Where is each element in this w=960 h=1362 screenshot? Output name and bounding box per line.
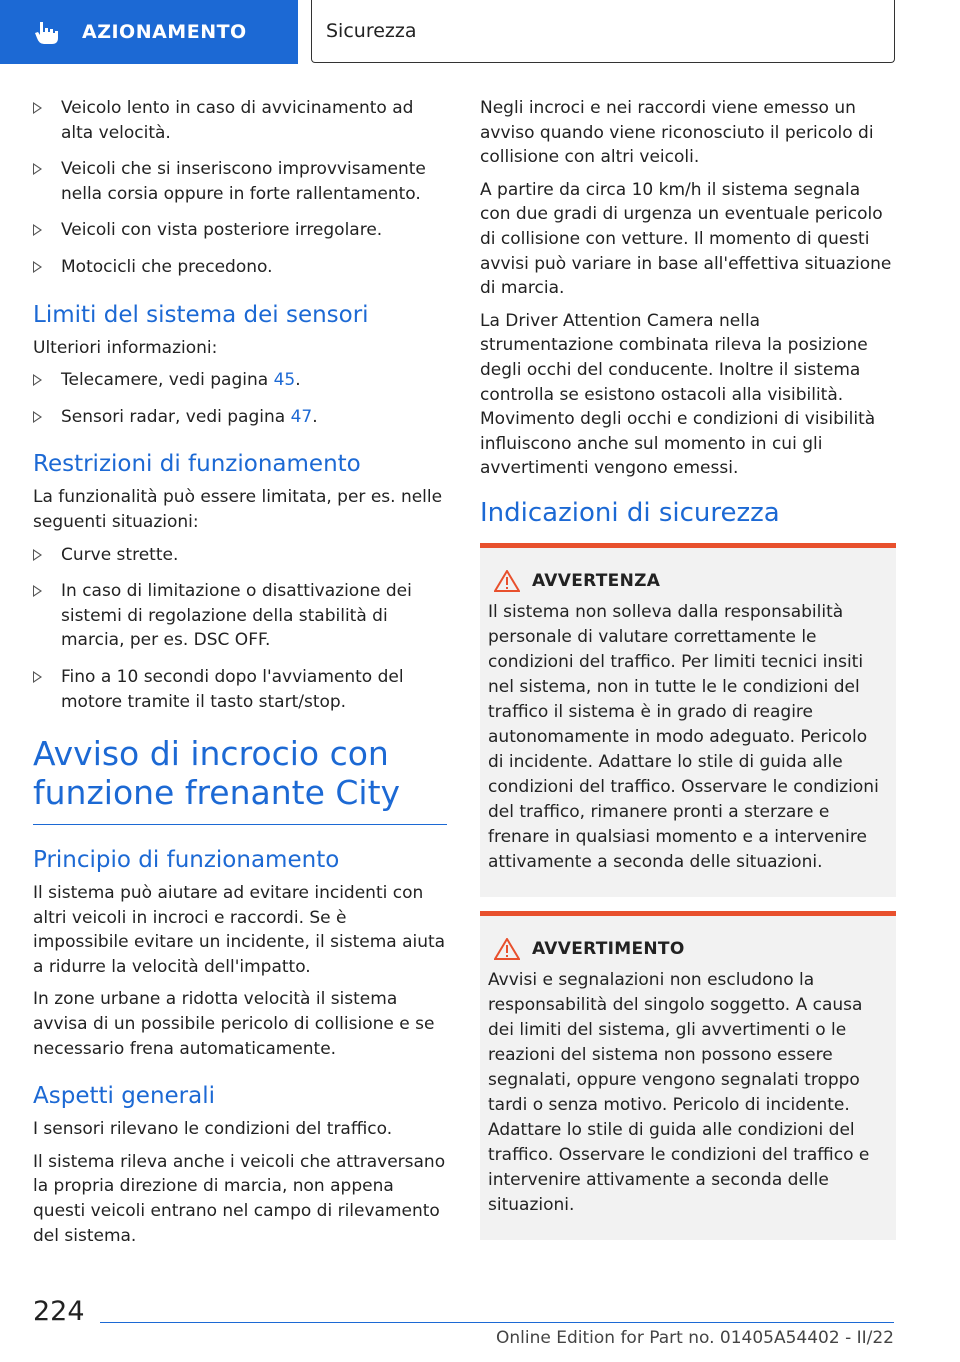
list-item: [33, 579, 447, 653]
list-item-end: .: [295, 370, 301, 391]
paragraph: Il sistema può aiutare ad evitare incidenti con altri veicoli in incroci e raccordi. Se è impossibile evitare un incidente, il sistema aiuta a ridurre la velocità dell'impatto.: [33, 883, 446, 977]
paragraph: La funzionalità può essere limitata, per es. nelle seguenti situazioni:: [33, 487, 443, 532]
heading-general-aspects: Aspetti generali: [33, 1083, 216, 1110]
bullet-arrow-icon: [33, 261, 42, 273]
steering-hand-icon: [30, 16, 62, 48]
paragraph: A partire da circa 10 km/h il sistema segnala con due gradi di urgenza un eventuale pericolo di collisione con vetture. Il momento di questi avvisi può variare in base all'effettiva situazione di marcia.: [480, 179, 892, 299]
right-column: [480, 96, 896, 1240]
bullet-arrow-icon: [33, 102, 42, 114]
bullet-arrow-icon: [33, 374, 42, 386]
list-item: [33, 96, 447, 145]
topic-tab[interactable]: [311, 0, 895, 63]
paragraph: Negli incroci e nei raccordi viene emesso un avviso quando viene riconosciuto il pericolo di collisione con altri veicoli.: [480, 98, 874, 168]
paragraph: In zone urbane a ridotta velocità il sistema avvisa di un possibile pericolo di collisione e se necessario frena automaticamente.: [33, 989, 435, 1059]
warning-triangle-icon: [494, 938, 520, 960]
left-column: [33, 96, 447, 1256]
heading-sensor-limits: Limiti del sistema dei sensori: [33, 301, 369, 328]
bullet-arrow-icon: [33, 549, 42, 561]
heading-safety: Indicazioni di sicurezza: [480, 497, 780, 528]
bullet-arrow-icon: [33, 671, 42, 683]
list-item-end: .: [312, 406, 318, 427]
section-label: AZIONAMENTO: [82, 21, 247, 43]
list-item-text: Fino a 10 secondi dopo l'avviamento del motore tramite il tasto start/stop.: [61, 666, 404, 712]
warning-triangle-icon: [494, 570, 520, 592]
warning-box: [480, 911, 896, 1240]
heading-restrictions: Restrizioni di funzionamento: [33, 451, 361, 478]
list-item-text: Veicoli che si inseriscono improvvisamente nella corsia oppure in forte rallentamento.: [61, 159, 426, 204]
warning-title: AVVERTIMENTO: [532, 938, 685, 959]
list-item: [33, 543, 447, 568]
paragraph: La Driver Attention Camera nella strumentazione combinata rileva la posizione degli occhi del conducente. Inoltre il sistema controlla se esistono ostacoli alla visibilità. Movimento degli occhi e condizioni di visibilità influiscono anche sul momento in cui gli avvertimenti vengono emessi.: [480, 310, 876, 479]
page-number: 224: [33, 1296, 85, 1327]
topic-label: Sicurezza: [326, 20, 417, 42]
list-item-text: Sensori radar, vedi pagina: [61, 406, 291, 427]
list-item: [33, 368, 447, 393]
heading-principle: Principio di funzionamento: [33, 847, 340, 874]
bullet-arrow-icon: [33, 163, 42, 175]
list-item: [33, 157, 447, 206]
list-item-text: In caso di limitazione o disattivazione dei sistemi di regolazione della stabilità di marcia, per es. DSC OFF.: [61, 581, 412, 651]
section-tab[interactable]: [0, 0, 298, 64]
page-link[interactable]: 47: [290, 406, 313, 427]
list-item: [33, 665, 447, 714]
warning-title: AVVERTENZA: [532, 570, 661, 591]
paragraph: Ulteriori informazioni:: [33, 337, 218, 358]
list-item: [33, 218, 447, 243]
list-item: [33, 255, 447, 280]
warning-text: Il sistema non solleva dalla responsabilità personale di valutare correttamente le condizioni del traffico. Per limiti tecnici insiti nel sistema, non in tutte le le condizioni del traffico il sistema è in grado di reagire autonomamente in modo adeguato. Pericolo di incidente. Adattare lo stile di guida alle condizioni del traffico. Osservare le condizioni del traffico, rimanere pronti a sterzare e frenare in qualsiasi momento e a intervenire attivamente a seconda delle situazioni.: [488, 601, 879, 872]
list-item-text: Veicoli con vista posteriore irregolare.: [61, 220, 383, 241]
bullet-arrow-icon: [33, 224, 42, 236]
bullet-arrow-icon: [33, 411, 42, 423]
footer-divider: [100, 1322, 894, 1323]
list-item: [33, 405, 447, 430]
warning-box: [480, 543, 896, 897]
edition-footer: Online Edition for Part no. 01405A54402 - II/22: [495, 1328, 894, 1348]
page-link[interactable]: 45: [273, 370, 296, 391]
list-item-text: Veicolo lento in caso di avvicinamento ad alta velocità.: [61, 98, 414, 143]
list-item-text: Motocicli che precedono.: [61, 256, 273, 277]
paragraph: Il sistema rileva anche i veicoli che attraversano la propria direzione di marcia, non appena questi veicoli entrano nel campo di rilevamento del sistema.: [33, 1151, 446, 1246]
list-item-text: Telecamere, vedi pagina: [61, 370, 274, 391]
warning-text: Avvisi e segnalazioni non escludono la responsabilità del singolo soggetto. A causa dei limiti del sistema, gli avvertimenti o le reazioni del sistema non possono essere segnalati, oppure vengono segnalati troppo tardi o senza motivo. Pericolo di incidente. Adattare lo stile di guida alle condizioni del traffico. Osservare le condizioni del traffico e intervenire attivamente a seconda delle situazioni.: [488, 969, 870, 1215]
paragraph: I sensori rilevano le condizioni del traffico.: [33, 1119, 393, 1140]
chapter-title: Avviso di incrocio con funzione frenante City: [33, 734, 447, 825]
bullet-arrow-icon: [33, 585, 42, 597]
list-item-text: Curve strette.: [61, 544, 179, 565]
